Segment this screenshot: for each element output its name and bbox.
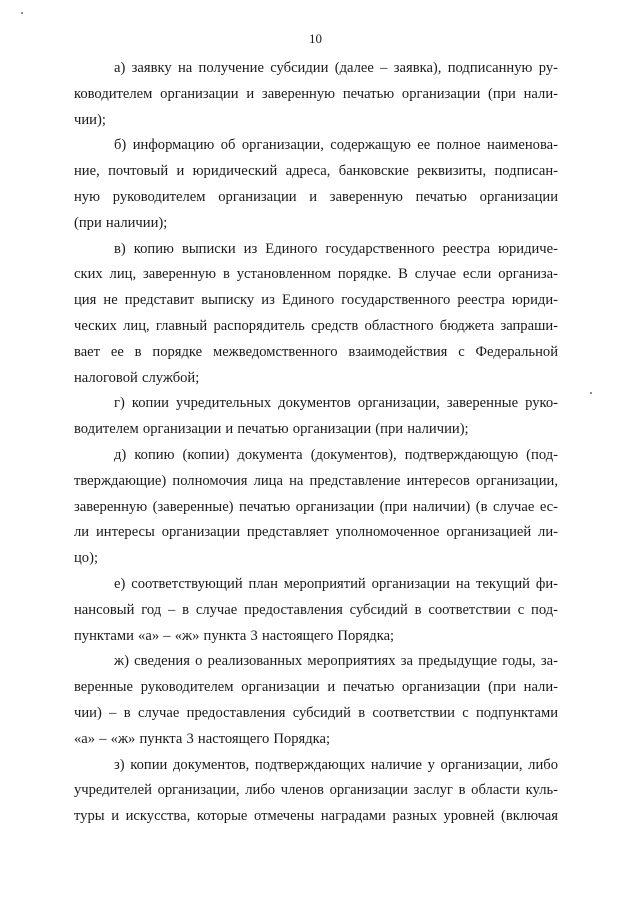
paragraph [74, 133, 558, 236]
text-line: ж) сведения о реализованных мероприятиях за предыдущие годы, за- [114, 653, 558, 670]
text-line: учредителей организации, либо членов организации заслуг в области куль- [74, 782, 558, 799]
text-line: вает ее в порядке межведомственного взаимодействия с Федеральной [74, 343, 558, 360]
text-line: г) копии учредительных документов организации, заверенные руко- [114, 395, 558, 412]
document-body [74, 56, 558, 830]
paragraph [74, 391, 558, 443]
text-line: заверенную (заверенные) печатью организации (при наличии) (в случае ес- [74, 498, 558, 515]
text-line: а) заявку на получение субсидии (далее – заявка), подписанную ру- [114, 60, 558, 76]
text-line: чии) – в случае предоставления субсидий в соответствии с подпунктами [74, 704, 558, 721]
scan-speck [590, 392, 592, 394]
text-line: веренные руководителем организации и печатью организации (при нали- [74, 679, 558, 696]
text-line: ководителем организации и заверенную печатью организации (при нали- [74, 85, 558, 102]
paragraph [74, 649, 558, 752]
text-line: цо); [74, 550, 99, 567]
paragraph [74, 237, 558, 392]
text-line: ция не представит выписку из Единого государственного реестра юриди- [74, 292, 558, 309]
text-line: чии); [74, 111, 106, 128]
text-line: ние, почтовый и юридический адреса, банковские реквизиты, подписан- [74, 163, 558, 180]
text-line: ческих лиц, главный распорядитель средств областного бюджета запраши- [74, 317, 558, 334]
text-line: е) соответствующий план мероприятий организации на текущий фи- [114, 575, 558, 592]
text-line: нансовый год – в случае предоставления субсидий в соответствии с под- [74, 601, 558, 618]
text-line: ную руководителем организации и заверенную печатью организации [74, 188, 558, 205]
text-line: «а» – «ж» пункта 3 настоящего Порядка; [74, 730, 331, 747]
paragraph [74, 572, 558, 649]
paragraph [74, 443, 558, 572]
page-number: 10 [309, 31, 322, 46]
text-line: в) копию выписки из Единого государственного реестра юридиче- [114, 240, 558, 257]
text-line: з) копии документов, подтверждающих наличие у организации, либо [114, 756, 558, 773]
text-line: туры и искусства, которые отмечены наградами разных уровней (включая [74, 808, 558, 825]
paragraph [74, 753, 558, 830]
text-line: тверждающие) полномочия лица на представление интересов организации, [74, 472, 558, 489]
text-line: пунктами «а» – «ж» пункта 3 настоящего Порядка; [74, 627, 395, 644]
text-line: (при наличии); [74, 214, 168, 231]
text-line: ских лиц, заверенную в установленном порядке. В случае если организа- [74, 266, 558, 283]
text-line: ли интересы организации представляет уполномоченное организацией ли- [74, 524, 558, 541]
text-line: водителем организации и печатью организации (при наличии); [74, 421, 469, 438]
text-line: б) информацию об организации, содержащую ее полное наименова- [114, 137, 558, 154]
paragraph [74, 56, 558, 133]
scan-speck [21, 12, 23, 14]
text-line: д) копию (копии) документа (документов), подтверждающую (под- [114, 446, 558, 463]
text-line: налоговой службой; [74, 369, 200, 386]
